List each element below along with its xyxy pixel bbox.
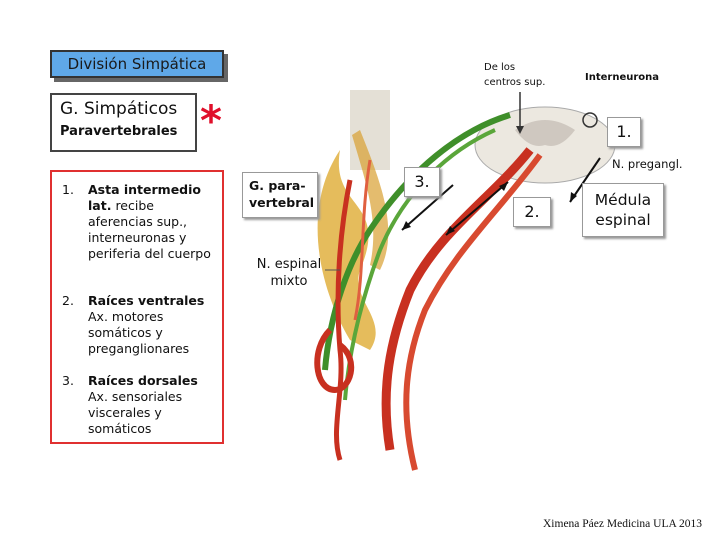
ganglia-title: G. Simpáticos xyxy=(60,99,178,119)
credit-text: Ximena Páez Medicina ULA 2013 xyxy=(543,518,703,530)
g-paravertebral-label: G. para-vertebral xyxy=(242,172,318,218)
medula-espinal-label: Médula espinal xyxy=(582,183,664,237)
list-item-body: Ax. sensoriales viscerales y somáticos xyxy=(88,389,183,436)
list-item-body: Ax. motores somáticos y preganglionares xyxy=(88,309,190,356)
nervio-espinal-label: N. espinal mixto xyxy=(256,257,322,289)
interneurona-label: Interneurona xyxy=(585,72,660,83)
n-pregangl-label: N. pregangl. xyxy=(612,157,683,171)
list-item-head: Asta intermedio lat. xyxy=(88,182,202,213)
number-3-label: 3. xyxy=(404,167,440,197)
centros-superiores-label: De los centros sup. xyxy=(484,62,546,88)
list-item-head: Raíces ventrales xyxy=(88,293,205,308)
list-item-number: 3. xyxy=(62,373,74,388)
list-item-head: Raíces dorsales xyxy=(88,373,198,388)
list-item-number: 1. xyxy=(62,182,74,197)
numbered-list xyxy=(50,170,224,444)
list-item-number: 2. xyxy=(62,293,74,308)
number-1-label: 1. xyxy=(607,117,641,147)
asterisk-mark: * xyxy=(200,96,222,145)
list-item-body: recibe aferencias sup., interneuronas y periferia del cuerpo xyxy=(88,198,211,261)
ganglion-loop-red xyxy=(317,330,351,390)
number-2-label: 2. xyxy=(513,197,551,227)
ganglia-box xyxy=(50,93,197,152)
ganglia-subtitle: Paravertebrales xyxy=(60,124,178,139)
title: División Simpática xyxy=(67,55,207,73)
sympathetic-anatomy-illustration xyxy=(240,90,720,490)
title-box xyxy=(50,50,224,78)
